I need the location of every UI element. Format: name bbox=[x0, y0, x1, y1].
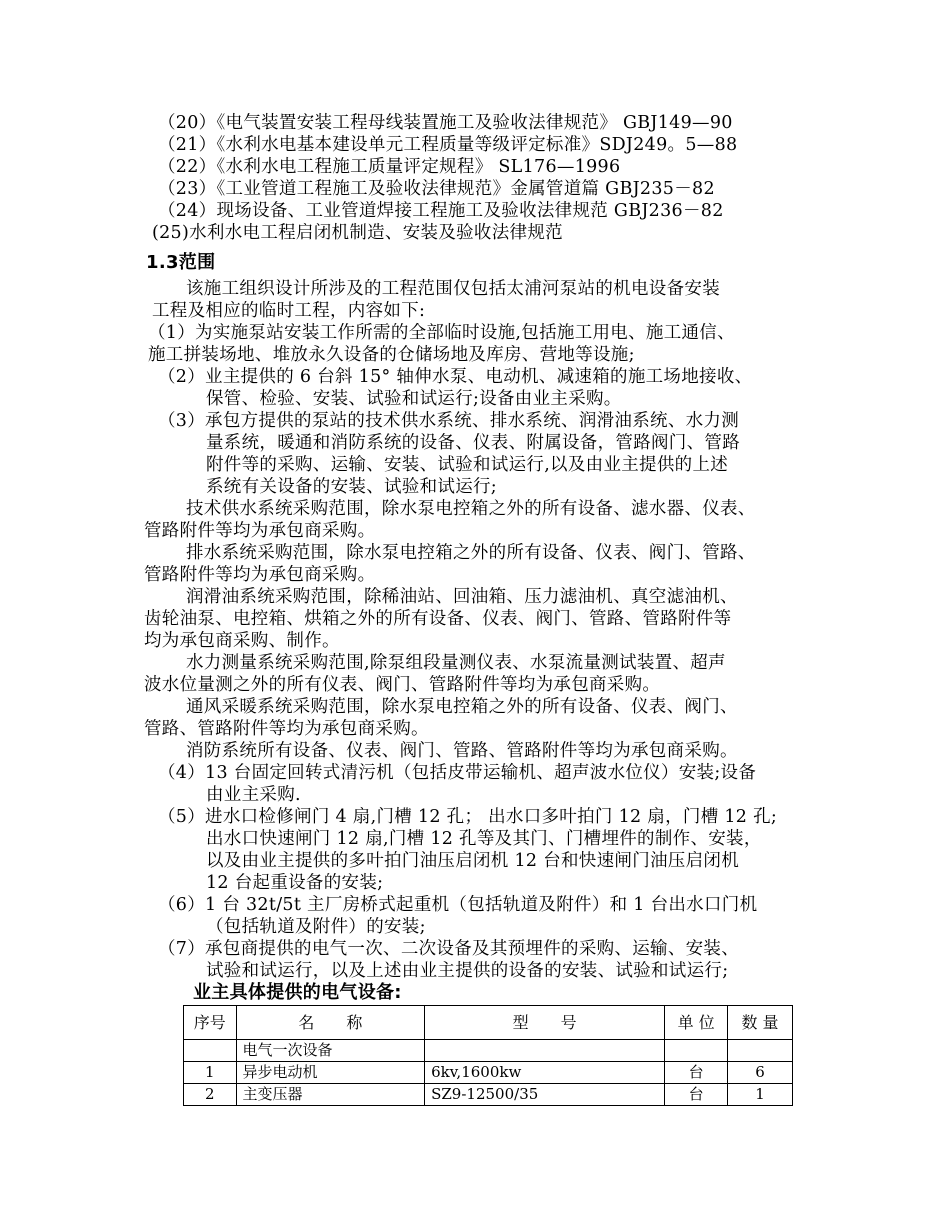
body-line: 排水系统采购范围，除水泵电控箱之外的所有设备、仪表、阀门、管路、 bbox=[186, 543, 756, 563]
body-line: （6）1 台 32t/5t 主厂房桥式起重机（包括轨道及附件）和 1 台出水口门机 bbox=[158, 895, 758, 915]
body-line: 试验和试运行，以及上述由业主提供的设备的安装、试验和试运行; bbox=[206, 961, 729, 981]
body-line: 均为承包商采购、制作。 bbox=[144, 631, 340, 651]
body-line: 保管、检验、安装、试验和试运行;设备由业主采购。 bbox=[206, 389, 622, 409]
reference-item: （24）现场设备、工业管道焊接工程施工及验收法律规范 GBJ236－82 bbox=[158, 201, 724, 221]
body-line: 量系统，暖通和消防系统的设备、仪表、附属设备，管路阀门、管路 bbox=[206, 433, 740, 453]
table-cell: 台 bbox=[665, 1084, 728, 1106]
body-line: （3）承包方提供的泵站的技术供水系统、排水系统、润滑油系统、水力测 bbox=[158, 411, 740, 431]
body-line: （2）业主提供的 6 台斜 15° 轴伸水泵、电动机、减速箱的施工场地接收、 bbox=[158, 367, 753, 387]
group-label: 电气一次设备 bbox=[236, 1040, 425, 1062]
reference-item: （20）《电气装置安装工程母线装置施工及验收法律规范》 GBJ149—90 bbox=[158, 113, 733, 133]
header-cell-model: 型 号 bbox=[425, 1006, 665, 1040]
table-cell bbox=[665, 1040, 728, 1062]
table-cell: 1 bbox=[728, 1084, 793, 1106]
body-line: 波水位量测之外的所有仪表、阀门、管路附件等均为承包商采购。 bbox=[144, 675, 661, 695]
body-line: 12 台起重设备的安装; bbox=[206, 873, 384, 893]
table-cell: 主变压器 bbox=[236, 1084, 425, 1106]
table-row bbox=[184, 1084, 793, 1106]
table-header-row bbox=[184, 1006, 793, 1040]
body-line: 工程及相应的临时工程，内容如下: bbox=[152, 301, 426, 321]
body-line: 由业主采购. bbox=[206, 785, 301, 805]
body-line: 润滑油系统采购范围，除稀油站、回油箱、压力滤油机、真空滤油机、 bbox=[186, 587, 738, 607]
table-cell: 6 bbox=[728, 1062, 793, 1084]
table-cell: 台 bbox=[665, 1062, 728, 1084]
body-line: （包括轨道及附件）的安装; bbox=[206, 917, 426, 937]
table-cell: 2 bbox=[184, 1084, 237, 1106]
table-heading: 业主具体提供的电气设备: bbox=[193, 982, 402, 1003]
equipment-table bbox=[183, 1005, 793, 1106]
body-line: 该施工组织设计所涉及的工程范围仅包括太浦河泵站的机电设备安装 bbox=[186, 279, 720, 299]
table-cell: 异步电动机 bbox=[236, 1062, 425, 1084]
body-line: 管路附件等均为承包商采购。 bbox=[144, 565, 376, 585]
table-group-row bbox=[184, 1040, 793, 1062]
body-line: 出水口快速闸门 12 扇,门槽 12 孔等及其门、门槽埋件的制作、安装， bbox=[206, 829, 762, 849]
reference-item: （22）《水利水电工程施工质量评定规程》 SL176—1996 bbox=[158, 157, 621, 177]
header-cell-unit: 单 位 bbox=[665, 1006, 728, 1040]
table-cell: 6kv,1600kw bbox=[425, 1062, 665, 1084]
body-line: 技术供水系统采购范围，除水泵电控箱之外的所有设备、滤水器、仪表、 bbox=[186, 499, 756, 519]
body-line: 管路、管路附件等均为承包商采购。 bbox=[144, 719, 429, 739]
section-heading: 1.3范围 bbox=[146, 252, 216, 273]
body-line: 以及由业主提供的多叶拍门油压启闭机 12 台和快速闸门油压启闭机 bbox=[206, 851, 739, 871]
body-line: 附件等的采购、运输、安装、试验和试运行,以及由业主提供的上述 bbox=[206, 455, 729, 475]
body-line: 通风采暖系统采购范围，除水泵电控箱之外的所有设备、仪表、阀门、 bbox=[186, 697, 738, 717]
body-line: （5）进水口检修闸门 4 扇,门槽 12 孔； 出水口多叶拍门 12 扇，门槽 12 孔; bbox=[158, 807, 778, 827]
header-cell-qty: 数 量 bbox=[728, 1006, 793, 1040]
body-line: 系统有关设备的安装、试验和试运行; bbox=[206, 477, 497, 497]
table-cell bbox=[425, 1040, 665, 1062]
body-line: 管路附件等均为承包商采购。 bbox=[144, 521, 376, 541]
table-cell bbox=[184, 1040, 237, 1062]
reference-item: （23）《工业管道工程施工及验收法律规范》金属管道篇 GBJ235－82 bbox=[158, 179, 715, 199]
header-cell-name: 名 称 bbox=[236, 1006, 425, 1040]
body-line: 施工拼装场地、堆放永久设备的仓储场地及库房、营地等设施; bbox=[148, 345, 635, 365]
reference-item: （21）《水利水电基本建设单元工程质量等级评定标准》SDJ249。5—88 bbox=[158, 135, 738, 155]
body-line: 水力测量系统采购范围,除泵组段量测仪表、水泵流量测试装置、超声 bbox=[186, 653, 726, 673]
body-line: （7）承包商提供的电气一次、二次设备及其预埋件的采购、运输、安装、 bbox=[158, 939, 740, 959]
body-line: 齿轮油泵、电控箱、烘箱之外的所有设备、仪表、阀门、管路、管路附件等 bbox=[144, 609, 732, 629]
table-cell: 1 bbox=[184, 1062, 237, 1084]
header-cell-no: 序号 bbox=[184, 1006, 237, 1040]
table-cell: SZ9-12500/35 bbox=[425, 1084, 665, 1106]
body-line: 消防系统所有设备、仪表、阀门、管路、管路附件等均为承包商采购。 bbox=[186, 741, 738, 761]
body-line: （1）为实施泵站安装工作所需的全部临时设施,包括施工用电、施工通信、 bbox=[148, 323, 735, 343]
table-row bbox=[184, 1062, 793, 1084]
body-line: （4）13 台固定回转式清污机（包括皮带运输机、超声波水位仪）安装;设备 bbox=[158, 763, 757, 783]
table-cell bbox=[728, 1040, 793, 1062]
reference-item: (25)水利水电工程启闭机制造、安装及验收法律规范 bbox=[152, 223, 563, 243]
